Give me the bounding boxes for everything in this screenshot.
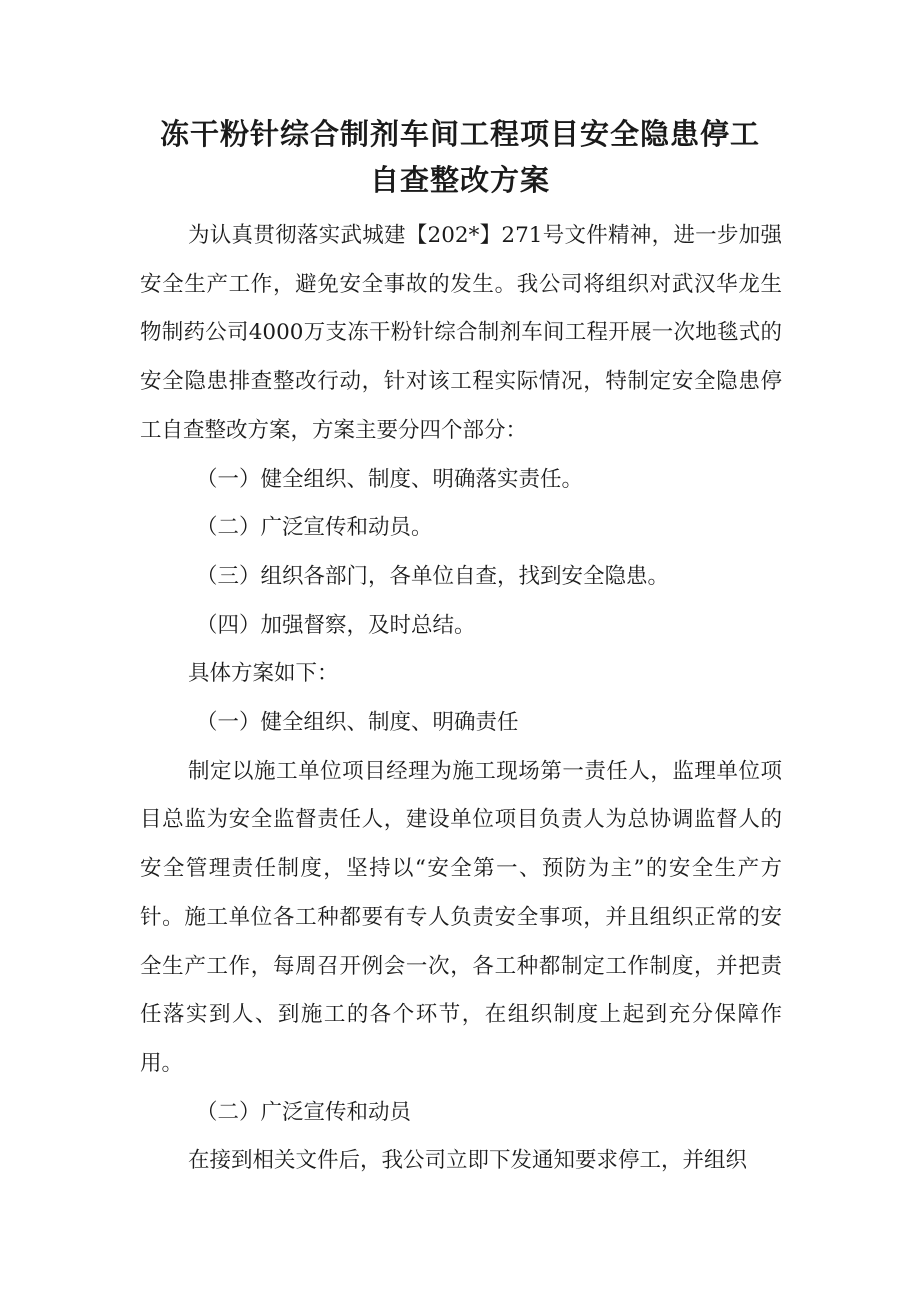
part-item-1: （一）健全组织、制度、明确落实责任。 [196,466,584,492]
document-title-line-1: 冻干粉针综合制剂车间工程项目安全隐患停工 [159,117,760,151]
section-2-body: 在接到相关文件后，我公司立即下发通知要求停工，并组织 [188,1148,748,1174]
section-1-body: 制定以施工单位项目经理为施工现场第一责任人，监理单位项目总监为安全监督责任人，建设单位项目负责人为总协调监督人的安全管理责任制度，坚持以“安全第一、预防为主”的安全生产方针。施工单位各工种都要有专人负责安全事项，并且组织正常的安全生产工作，每周召开例会一次，各工种都制定工作制度，并把责任落实到人、到施工的各个环节，在组织制度上起到充分保障作用。 [140,758,782,1076]
part-item-2: （二）广泛宣传和动员。 [196,515,433,541]
section-2-heading: （二）广泛宣传和动员 [196,1099,412,1125]
intro-paragraph: 为认真贯彻落实武城建【202*】271号文件精神，进一步加强安全生产工作，避免安全事故的发生。我公司将组织对武汉华龙生物制药公司4000万支冻干粉针综合制剂车间工程开展一次地毯式的安全隐患排查整改行动，针对该工程实际情况，特制定安全隐患停工自查整改方案，方案主要分四个部分： [140,223,782,443]
document-title-line-2: 自查整改方案 [369,163,550,197]
part-item-4: （四）加强督察，及时总结。 [196,612,476,638]
part-item-3: （三）组织各部门，各单位自查，找到安全隐患。 [196,563,670,589]
plan-intro: 具体方案如下： [188,661,339,687]
section-1-heading: （一）健全组织、制度、明确责任 [196,710,519,736]
document-body [140,212,782,1186]
